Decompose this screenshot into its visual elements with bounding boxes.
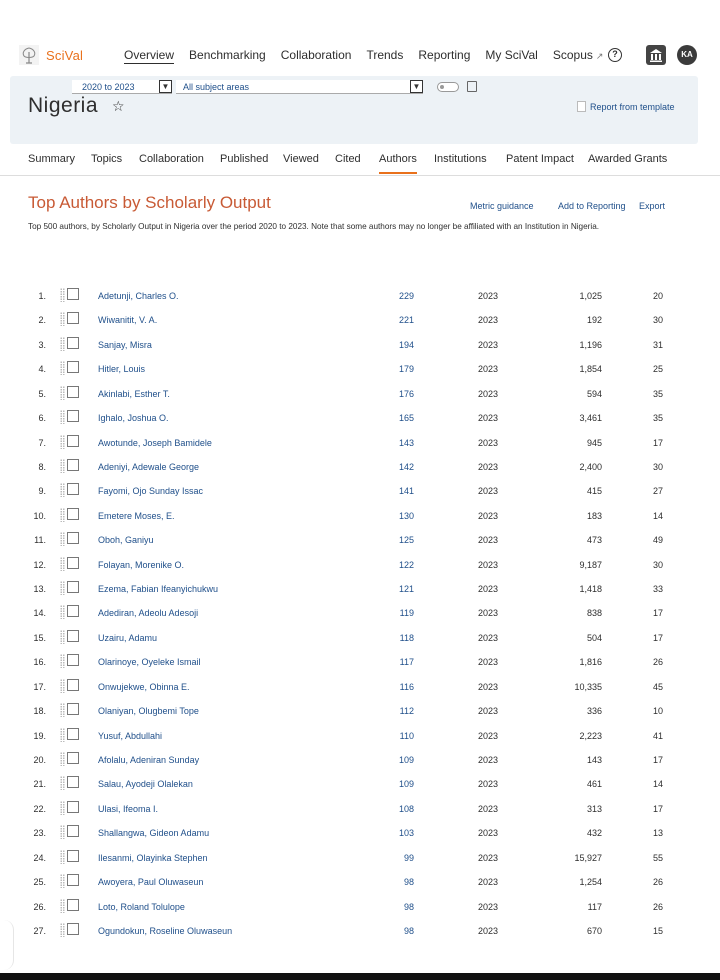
tab-patent-impact[interactable]: Patent Impact — [506, 153, 574, 165]
most-recent-publication: 2023 — [477, 657, 499, 668]
nav-benchmarking[interactable]: Benchmarking — [189, 48, 266, 62]
drag-handle-icon[interactable] — [60, 483, 65, 497]
author-name-link[interactable]: Ezema, Fabian Ifeanyichukwu — [98, 584, 219, 595]
table-row — [0, 771, 720, 795]
row-rank: 4. — [38, 364, 46, 375]
citations-value: 2,223 — [579, 730, 602, 741]
citations-value: 415 — [586, 486, 602, 497]
row-checkbox[interactable] — [67, 874, 79, 886]
most-recent-publication: 2023 — [477, 535, 499, 546]
tab-institutions[interactable]: Institutions — [434, 153, 487, 165]
logo-text: SciVal — [46, 47, 84, 63]
drag-handle-icon[interactable] — [60, 435, 65, 449]
scholarly-output-value[interactable]: 119 — [399, 608, 414, 619]
user-avatar[interactable]: KA — [677, 45, 697, 65]
row-checkbox[interactable] — [67, 361, 79, 373]
row-rank: 3. — [38, 339, 46, 350]
nav-overview[interactable]: Overview — [124, 48, 175, 62]
scholarly-output-value[interactable]: 176 — [398, 388, 414, 399]
table-row — [0, 796, 720, 820]
table-row — [0, 283, 720, 307]
scholarly-output-value[interactable]: 141 — [398, 486, 414, 497]
scholarly-output-value[interactable]: 109 — [398, 779, 414, 790]
row-rank: 25. — [33, 877, 46, 888]
scholarly-output-value[interactable]: 194 — [398, 339, 414, 350]
row-checkbox[interactable] — [67, 899, 79, 911]
nav-scopus[interactable] — [553, 48, 604, 64]
bottom-bar — [0, 973, 720, 980]
drag-handle-icon[interactable] — [60, 312, 65, 326]
table-row — [0, 307, 720, 331]
row-rank: 17. — [33, 681, 46, 692]
table-row — [0, 332, 720, 356]
most-recent-publication: 2023 — [477, 339, 499, 350]
institution-toggle[interactable] — [437, 82, 459, 92]
author-name-link[interactable]: Awotunde, Joseph Bamidele — [98, 437, 212, 448]
h-index-value: 17 — [652, 754, 663, 765]
table-row — [0, 625, 720, 649]
metric-guidance-link[interactable]: Metric guidance — [470, 201, 534, 211]
h-index-value: 45 — [652, 681, 663, 692]
row-rank: 27. — [33, 925, 46, 936]
row-rank: 13. — [33, 584, 46, 595]
row-checkbox[interactable] — [67, 532, 79, 544]
citations-value: 1,816 — [579, 657, 602, 668]
citations-value: 670 — [586, 925, 602, 936]
row-rank: 23. — [33, 828, 46, 839]
table-row — [0, 845, 720, 869]
h-index-value: 26 — [652, 901, 663, 912]
scholarly-output-value[interactable]: 109 — [398, 754, 414, 765]
author-name-link[interactable]: Adetunji, Charles O. — [98, 291, 179, 301]
row-checkbox[interactable] — [67, 483, 79, 495]
tab-collaboration[interactable]: Collaboration — [139, 153, 204, 165]
tab-topics[interactable]: Topics — [91, 153, 123, 165]
scholarly-output-value[interactable]: 118 — [399, 632, 414, 643]
most-recent-publication: 2023 — [477, 510, 499, 521]
author-name-link[interactable]: Ighalo, Joshua O. — [98, 413, 169, 424]
row-checkbox[interactable] — [67, 752, 79, 764]
drag-handle-icon[interactable] — [60, 630, 65, 644]
table-row — [0, 381, 720, 405]
row-checkbox[interactable] — [67, 459, 79, 471]
h-index-value: 17 — [652, 803, 663, 814]
citations-value: 2,400 — [579, 461, 602, 472]
row-checkbox[interactable] — [67, 728, 79, 740]
export-link[interactable]: Export — [639, 201, 666, 211]
scholarly-output-value[interactable]: 108 — [398, 803, 414, 814]
report-from-template-link[interactable] — [577, 101, 675, 112]
drag-handle-icon[interactable] — [60, 923, 65, 937]
add-to-reporting-link[interactable]: Add to Reporting — [558, 201, 626, 211]
h-index-value: 26 — [652, 877, 663, 888]
citations-value: 313 — [586, 803, 602, 814]
author-name-link[interactable]: Oboh, Ganiyu — [98, 535, 154, 546]
drag-handle-icon[interactable] — [60, 850, 65, 864]
row-rank: 1. — [38, 291, 46, 301]
author-name-link[interactable]: Loto, Roland Tolulope — [98, 901, 185, 912]
row-rank: 22. — [33, 803, 46, 814]
author-name-link[interactable]: Uzairu, Adamu — [98, 632, 158, 643]
most-recent-publication: 2023 — [477, 364, 499, 375]
drag-handle-icon[interactable] — [60, 728, 65, 742]
author-name-link[interactable]: Adeniyi, Adewale George — [98, 461, 200, 472]
most-recent-publication: 2023 — [477, 852, 499, 863]
row-rank: 11. — [34, 535, 46, 546]
h-index-value: 20 — [652, 291, 663, 301]
table-row — [0, 600, 720, 624]
h-index-value: 17 — [652, 632, 663, 643]
scholarly-output-value[interactable]: 229 — [398, 291, 414, 301]
drag-handle-icon[interactable] — [60, 532, 65, 546]
row-checkbox[interactable] — [67, 825, 79, 837]
citations-value: 432 — [586, 828, 602, 839]
row-checkbox[interactable] — [67, 654, 79, 666]
citations-value: 117 — [587, 901, 602, 912]
author-name-link[interactable]: Ilesanmi, Olayinka Stephen — [98, 852, 208, 863]
citations-value: 1,254 — [579, 877, 602, 888]
row-rank: 7. — [38, 437, 46, 448]
citations-value: 1,418 — [579, 584, 602, 595]
citations-value: 143 — [586, 754, 602, 765]
main-nav — [124, 48, 618, 64]
most-recent-publication: 2023 — [477, 608, 499, 619]
subject-value: All subject areas — [183, 82, 250, 92]
most-recent-publication: 2023 — [477, 461, 499, 472]
author-name-link[interactable]: Ogundokun, Roseline Oluwaseun — [98, 925, 233, 936]
external-link-icon: ↗ — [595, 51, 604, 61]
drag-handle-icon[interactable] — [60, 288, 65, 302]
nav-reporting[interactable]: Reporting — [418, 48, 471, 62]
author-name-link[interactable]: Ulasi, Ifeoma I. — [98, 803, 159, 814]
table-row — [0, 649, 720, 673]
citations-value: 10,335 — [574, 681, 602, 692]
row-rank: 24. — [33, 852, 46, 863]
row-rank: 8. — [38, 461, 46, 472]
most-recent-publication: 2023 — [477, 486, 499, 497]
drag-handle-icon[interactable] — [60, 410, 65, 424]
most-recent-publication: 2023 — [477, 584, 499, 595]
h-index-value: 13 — [652, 828, 663, 839]
drag-handle-icon[interactable] — [60, 703, 65, 717]
table-row — [0, 356, 720, 380]
row-rank: 12. — [33, 559, 46, 570]
favorite-star-icon[interactable]: ☆ — [112, 98, 125, 114]
drag-handle-icon[interactable] — [60, 337, 65, 351]
row-checkbox[interactable] — [67, 410, 79, 422]
table-row — [0, 503, 720, 527]
table-row — [0, 820, 720, 844]
table-row — [0, 454, 720, 478]
row-rank: 20. — [33, 754, 46, 765]
author-name-link[interactable]: Sanjay, Misra — [98, 339, 152, 350]
scholarly-output-value[interactable]: 117 — [399, 657, 414, 668]
period-select[interactable] — [72, 80, 172, 94]
most-recent-publication: 2023 — [477, 706, 499, 717]
h-index-value: 17 — [652, 608, 663, 619]
table-row — [0, 674, 720, 698]
institution-icon[interactable] — [646, 45, 666, 65]
author-name-link[interactable]: Salau, Ayodeji Olalekan — [98, 779, 193, 790]
report-template-label: Report from template — [590, 101, 675, 112]
citations-value: 461 — [586, 779, 602, 790]
nav-my-scival[interactable]: My SciVal — [485, 48, 538, 62]
author-name-link[interactable]: Akinlabi, Esther T. — [98, 388, 170, 399]
h-index-value: 14 — [652, 510, 663, 521]
citations-value: 945 — [586, 437, 602, 448]
author-name-link[interactable]: Adediran, Adeolu Adesoji — [98, 608, 199, 619]
citations-value: 473 — [586, 535, 602, 546]
table-row — [0, 894, 720, 918]
table-row — [0, 527, 720, 551]
author-name-link[interactable]: Awoyera, Paul Oluwaseun — [98, 877, 204, 888]
author-name-link[interactable]: Olaniyan, Olugbemi Tope — [98, 706, 199, 717]
scholarly-output-value[interactable]: 99 — [403, 852, 414, 863]
scholarly-output-value[interactable]: 116 — [399, 681, 414, 692]
author-name-link[interactable]: Folayan, Morenike O. — [98, 559, 185, 570]
entity-title: Nigeria — [28, 94, 99, 117]
table-row — [0, 430, 720, 454]
drag-handle-icon[interactable] — [60, 801, 65, 815]
chevron-down-icon: ▼ — [159, 80, 172, 93]
row-checkbox[interactable] — [67, 557, 79, 569]
h-index-value: 15 — [652, 925, 663, 936]
h-index-value: 26 — [652, 657, 663, 668]
tab-published[interactable]: Published — [220, 153, 269, 165]
h-index-value: 30 — [652, 315, 663, 326]
row-rank: 2. — [38, 315, 46, 326]
most-recent-publication: 2023 — [477, 632, 499, 643]
scholarly-output-value[interactable]: 121 — [398, 584, 414, 595]
author-name-link[interactable]: Fayomi, Ojo Sunday Issac — [98, 486, 204, 497]
section-title: Top Authors by Scholarly Output — [28, 193, 271, 212]
h-index-value: 27 — [652, 486, 663, 497]
row-checkbox[interactable] — [67, 508, 79, 520]
author-name-link[interactable]: Olarinoye, Oyeleke Ismail — [98, 657, 201, 668]
side-edge — [0, 920, 14, 970]
h-index-value: 35 — [652, 413, 663, 424]
most-recent-publication: 2023 — [477, 803, 499, 814]
drag-handle-icon[interactable] — [60, 361, 65, 375]
most-recent-publication: 2023 — [477, 681, 499, 692]
scholarly-output-value[interactable]: 165 — [398, 413, 414, 424]
chevron-down-icon: ▼ — [410, 80, 423, 93]
citations-value: 183 — [586, 510, 602, 521]
table-row — [0, 918, 720, 942]
scholarly-output-value[interactable]: 130 — [398, 510, 414, 521]
row-checkbox[interactable] — [67, 435, 79, 447]
row-rank: 21. — [33, 779, 46, 790]
most-recent-publication: 2023 — [477, 828, 499, 839]
citations-value: 838 — [586, 608, 602, 619]
row-checkbox[interactable] — [67, 605, 79, 617]
drag-handle-icon[interactable] — [60, 654, 65, 668]
most-recent-publication: 2023 — [477, 413, 499, 424]
h-index-value: 41 — [652, 730, 663, 741]
citations-value: 336 — [586, 706, 602, 717]
row-checkbox[interactable] — [67, 923, 79, 935]
scholarly-output-value[interactable]: 112 — [399, 706, 414, 717]
building-icon — [646, 45, 666, 65]
most-recent-publication: 2023 — [477, 315, 499, 326]
nav-scopus-label: Scopus — [552, 48, 593, 62]
scholarly-output-value[interactable]: 179 — [398, 364, 414, 375]
table-row — [0, 478, 720, 502]
document-icon — [577, 101, 586, 112]
scholarly-output-value[interactable]: 125 — [398, 535, 414, 546]
citations-value: 1,025 — [579, 291, 602, 301]
drag-handle-icon[interactable] — [60, 386, 65, 400]
row-rank: 19. — [33, 730, 46, 741]
table-row — [0, 576, 720, 600]
scholarly-output-value[interactable]: 98 — [403, 877, 414, 888]
scholarly-output-value[interactable]: 98 — [403, 901, 414, 912]
scholarly-output-value[interactable]: 103 — [398, 828, 414, 839]
row-rank: 6. — [38, 413, 46, 424]
citations-value: 1,196 — [579, 339, 602, 350]
scholarly-output-value[interactable]: 98 — [403, 925, 414, 936]
citations-value: 9,187 — [579, 559, 602, 570]
tab-viewed[interactable]: Viewed — [283, 153, 319, 165]
drag-handle-icon[interactable] — [60, 581, 65, 595]
tab-summary[interactable]: Summary — [28, 153, 76, 165]
table-row — [0, 747, 720, 771]
h-index-value: 17 — [652, 437, 663, 448]
row-rank: 16. — [33, 657, 46, 668]
nav-trends[interactable]: Trends — [366, 48, 404, 62]
author-name-link[interactable]: Wiwanitit, V. A. — [98, 315, 158, 326]
most-recent-publication: 2023 — [477, 291, 499, 301]
row-rank: 18. — [33, 706, 46, 717]
scholarly-output-value[interactable]: 110 — [399, 730, 414, 741]
citations-value: 594 — [586, 388, 602, 399]
row-rank: 26. — [33, 901, 46, 912]
citations-value: 15,927 — [574, 852, 602, 863]
scholarly-output-value[interactable]: 143 — [398, 437, 414, 448]
drag-handle-icon[interactable] — [60, 752, 65, 766]
row-checkbox[interactable] — [67, 801, 79, 813]
author-name-link[interactable]: Yusuf, Abdullahi — [98, 730, 163, 741]
author-name-link[interactable]: Afolalu, Adeniran Sunday — [98, 754, 200, 765]
period-value: 2020 to 2023 — [82, 82, 135, 92]
drag-handle-icon[interactable] — [60, 605, 65, 619]
row-rank: 5. — [38, 388, 46, 399]
scival-logo[interactable] — [18, 44, 83, 66]
drag-handle-icon[interactable] — [60, 679, 65, 693]
h-index-value: 10 — [652, 706, 663, 717]
most-recent-publication: 2023 — [477, 730, 499, 741]
most-recent-publication: 2023 — [477, 925, 499, 936]
drag-handle-icon[interactable] — [60, 776, 65, 790]
author-name-link[interactable]: Shallangwa, Gideon Adamu — [98, 828, 210, 839]
row-checkbox[interactable] — [67, 703, 79, 715]
drag-handle-icon[interactable] — [60, 874, 65, 888]
most-recent-publication: 2023 — [477, 754, 499, 765]
author-name-link[interactable]: Onwujekwe, Obinna E. — [98, 681, 190, 692]
table-row — [0, 723, 720, 747]
table-row — [0, 552, 720, 576]
row-checkbox[interactable] — [67, 850, 79, 862]
nav-collaboration[interactable]: Collaboration — [280, 48, 352, 62]
row-rank: 9. — [38, 486, 46, 497]
elsevier-tree-icon — [18, 44, 40, 66]
overview-tabs — [0, 146, 720, 176]
citations-value: 1,854 — [579, 364, 602, 375]
row-rank: 10. — [33, 510, 46, 521]
row-checkbox[interactable] — [67, 386, 79, 398]
scholarly-output-value[interactable]: 122 — [398, 559, 414, 570]
scholarly-output-value[interactable]: 221 — [398, 315, 414, 326]
tab-awarded-grants[interactable]: Awarded Grants — [588, 153, 668, 165]
section-subtitle: Top 500 authors, by Scholarly Output in Nigeria over the period 2020 to 2023. Note that some authors may no longer be affiliated with an Institution in Nigeria. — [28, 222, 600, 231]
citations-value: 3,461 — [579, 413, 602, 424]
h-index-value: 33 — [652, 584, 663, 595]
most-recent-publication: 2023 — [477, 779, 499, 790]
drag-handle-icon[interactable] — [60, 557, 65, 571]
drag-handle-icon[interactable] — [60, 825, 65, 839]
h-index-value: 30 — [652, 559, 663, 570]
table-row — [0, 698, 720, 722]
h-index-value: 31 — [652, 339, 663, 350]
drag-handle-icon[interactable] — [60, 508, 65, 522]
drag-handle-icon[interactable] — [60, 459, 65, 473]
institution-small-icon — [467, 81, 477, 92]
row-rank: 14. — [33, 608, 46, 619]
h-index-value: 14 — [652, 779, 663, 790]
entity-header-panel — [10, 76, 698, 144]
row-checkbox[interactable] — [67, 288, 79, 300]
row-rank: 15. — [33, 632, 46, 643]
h-index-value: 49 — [652, 535, 663, 546]
author-name-link[interactable]: Emetere Moses, E. — [98, 510, 175, 521]
top-navigation — [0, 0, 720, 80]
row-checkbox[interactable] — [67, 630, 79, 642]
drag-handle-icon[interactable] — [60, 899, 65, 913]
tab-cited[interactable]: Cited — [335, 153, 361, 165]
row-checkbox[interactable] — [67, 581, 79, 593]
scholarly-output-value[interactable]: 142 — [398, 461, 414, 472]
row-checkbox[interactable] — [67, 776, 79, 788]
citations-value: 504 — [586, 632, 602, 643]
h-index-value: 25 — [652, 364, 663, 375]
most-recent-publication: 2023 — [477, 437, 499, 448]
most-recent-publication: 2023 — [477, 559, 499, 570]
help-icon[interactable]: ? — [608, 48, 622, 62]
h-index-value: 55 — [652, 852, 663, 863]
subject-area-select[interactable] — [176, 80, 423, 94]
author-name-link[interactable]: Hitler, Louis — [98, 364, 146, 375]
most-recent-publication: 2023 — [477, 901, 499, 912]
table-row — [0, 869, 720, 893]
tab-authors[interactable]: Authors — [379, 153, 417, 165]
row-checkbox[interactable] — [67, 337, 79, 349]
table-row — [0, 405, 720, 429]
row-checkbox[interactable] — [67, 312, 79, 324]
most-recent-publication: 2023 — [477, 388, 499, 399]
h-index-value: 35 — [652, 388, 663, 399]
h-index-value: 30 — [652, 461, 663, 472]
row-checkbox[interactable] — [67, 679, 79, 691]
most-recent-publication: 2023 — [477, 877, 499, 888]
citations-value: 192 — [586, 315, 602, 326]
